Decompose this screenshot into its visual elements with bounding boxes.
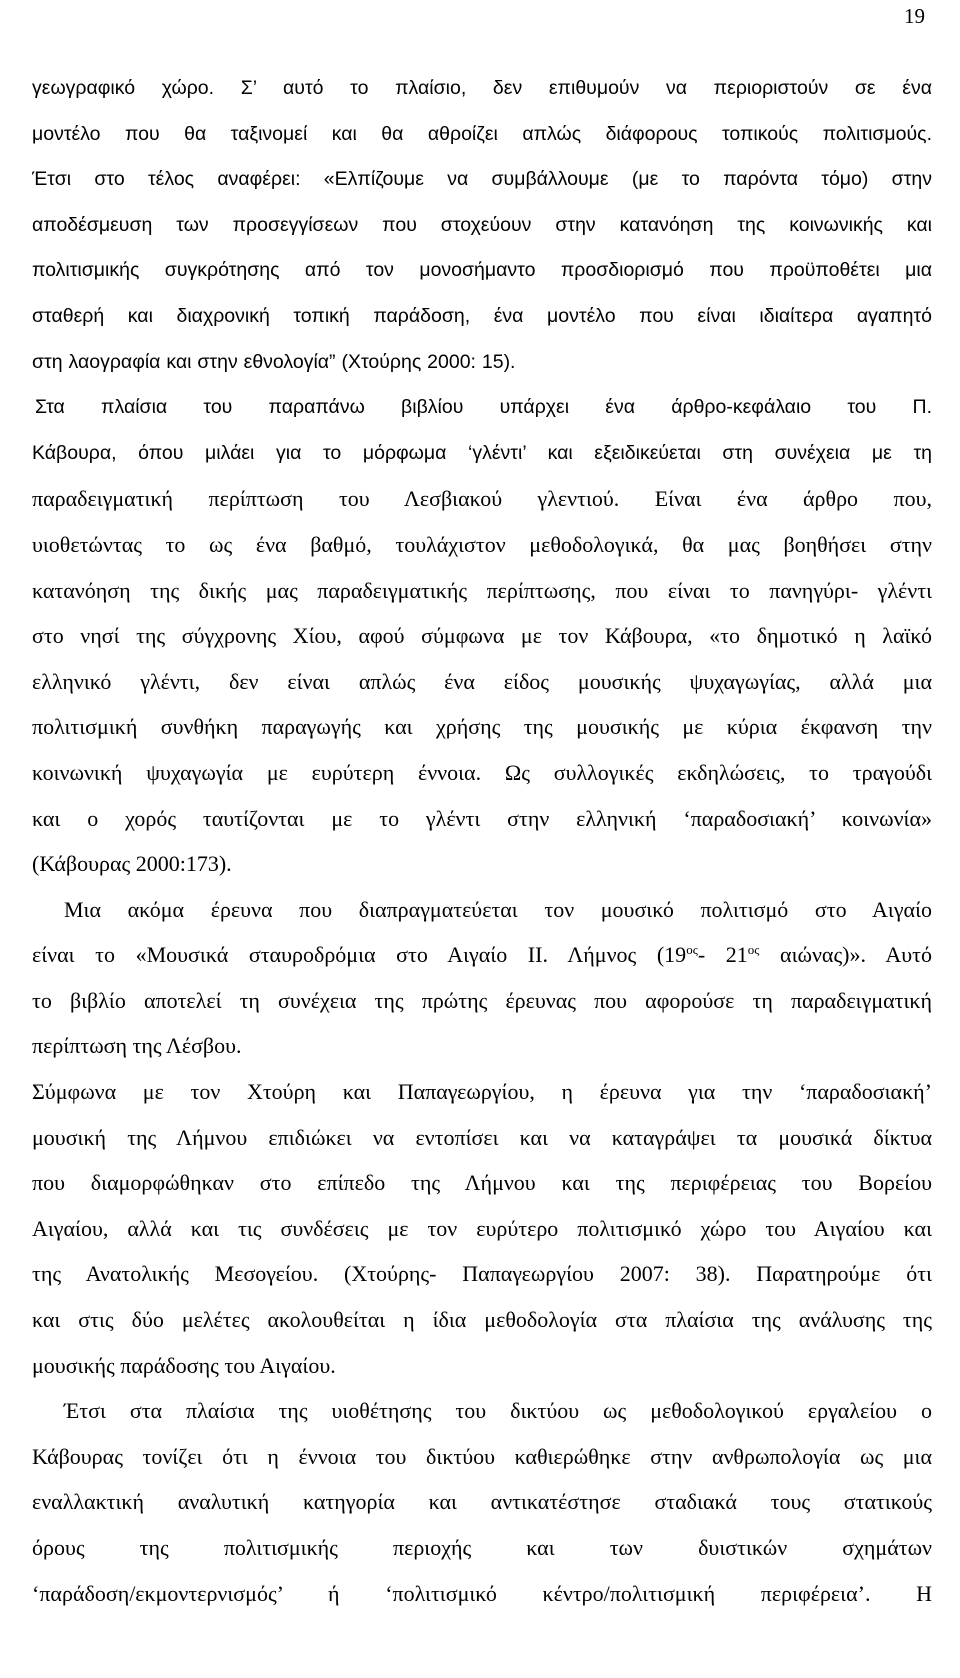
- text-line: Στα πλαίσια του παραπάνω βιβλίου υπάρχει ένα άρθρο-κεφάλαιο του Π.: [35, 396, 932, 419]
- text-line: Έτσι στα πλαίσια της υιοθέτησης του δικτύου ως μεθοδολογικού εργαλείου ο: [64, 1398, 932, 1424]
- text-segment: είναι το «Μουσικά σταυροδρόμια στο Αιγαίο ΙΙ. Λήμνος (19: [32, 942, 687, 968]
- text-line: της Ανατολικής Μεσογείου. (Χτούρης- Παπαγεωργίου 2007: 38). Παρατηρούμε ότι: [32, 1261, 932, 1287]
- text-line: και στις δύο μελέτες ακολουθείται η ίδια μεθοδολογία στα πλαίσια της ανάλυσης της: [32, 1307, 932, 1333]
- text-segment: αιώνας)». Αυτό: [759, 942, 932, 968]
- text-line: υιοθετώντας το ως ένα βαθμό, τουλάχιστον μεθοδολογικά, θα μας βοηθήσει στην: [32, 531, 932, 557]
- text-line: σταθερή και διαχρονική τοπική παράδοση, ένα μοντέλο που είναι ιδιαίτερα αγαπητό: [32, 304, 932, 327]
- text-line: Κάβουρα, όπου μιλάει για το μόρφωμα ‘γλέντι’ και εξειδικεύεται στη συνέχεια με τη: [32, 441, 932, 464]
- text-line: πολιτισμικής συγκρότησης από τον μονοσήμαντο προσδιορισμό που προϋποθέτει μια: [32, 259, 932, 282]
- text-line: κατανόηση της δικής μας παραδειγματικής περίπτωσης, που είναι το πανηγύρι- γλέντι: [32, 577, 932, 603]
- page-number: 19: [904, 4, 925, 28]
- text-line: μοντέλο που θα ταξινομεί και θα αθροίζει απλώς διάφορους τοπικούς πολιτισμούς.: [32, 122, 932, 145]
- text-line: στο νησί της σύγχρονης Χίου, αφού σύμφωνα με τον Κάβουρα, «το δημοτικό η λαϊκό: [32, 623, 932, 649]
- text-line: μουσική της Λήμνου επιδιώκει να εντοπίσει και να καταγράψει τα μουσικά δίκτυα: [32, 1124, 932, 1150]
- text-line: πολιτισμική συνθήκη παραγωγής και χρήσης της μουσικής με κύρια έκφανση την: [32, 714, 932, 740]
- text-line: Έτσι στο τέλος αναφέρει: «Ελπίζουμε να συμβάλλουμε (με το παρόντα τόμο) στην: [32, 168, 932, 191]
- ordinal-superscript: ος: [686, 942, 698, 958]
- text-line: όρους της πολιτισμικής περιοχής και των δυιστικών σχημάτων: [32, 1535, 932, 1560]
- text-line: που διαμορφώθηκαν στο επίπεδο της Λήμνου και της περιφέρειας του Βορείου: [32, 1170, 932, 1196]
- text-line: εναλλακτική αναλυτική κατηγορία και αντικατέστησε σταδιακά τους στατικούς: [32, 1489, 932, 1515]
- text-line: (Κάβουρας 2000:173).: [32, 851, 232, 877]
- text-line: το βιβλίο αποτελεί τη συνέχεια της πρώτης έρευνας που αφορούσε τη παραδειγματική: [32, 987, 932, 1013]
- text-line: Αιγαίου, αλλά και τις συνδέσεις με τον ευρύτερο πολιτισμικό χώρο του Αιγαίου και: [32, 1215, 932, 1241]
- ordinal-superscript: ος: [747, 942, 760, 958]
- text-line: παραδειγματική περίπτωση του Λεσβιακού γλεντιού. Είναι ένα άρθρο που,: [32, 486, 932, 512]
- text-line: Μια ακόμα έρευνα που διαπραγματεύεται τον μουσικό πολιτισμό στο Αιγαίο: [64, 896, 932, 922]
- text-line: ‘παράδοση/εκμοντερνισμός’ ή ‘πολιτισμικό κέντρο/πολιτισμική περιφέρεια’. Η: [32, 1580, 932, 1606]
- text-line: Σύμφωνα με τον Χτούρη και Παπαγεωργίου, η έρευνα για την ‘παραδοσιακή’: [32, 1079, 932, 1105]
- text-line: μουσικής παράδοσης του Αιγαίου.: [32, 1352, 336, 1378]
- text-line-with-superscripts: [32, 932, 932, 978]
- text-line: κοινωνική ψυχαγωγία με ευρύτερη έννοια. Ως συλλογικές εκδηλώσεις, το τραγούδι: [32, 759, 932, 785]
- text-segment: - 21: [697, 942, 748, 968]
- text-line: ελληνικό γλέντι, δεν είναι απλώς ένα είδος μουσικής ψυχαγωγίας, αλλά μια: [32, 668, 932, 694]
- text-line: Κάβουρας τονίζει ότι η έννοια του δικτύου καθιερώθηκε στην ανθρωπολογία ως μια: [32, 1443, 932, 1469]
- text-line: και ο χορός ταυτίζονται με το γλέντι στην ελληνική ‘παραδοσιακή’ κοινωνία»: [32, 805, 932, 831]
- text-line: περίπτωση της Λέσβου.: [32, 1033, 242, 1059]
- text-line: στη λαογραφία και στην εθνολογία” (Χτούρης 2000: 15).: [32, 350, 516, 373]
- text-line: αποδέσμευση των προσεγγίσεων που στοχεύουν στην κατανόηση της κοινωνικής και: [32, 213, 932, 236]
- text-line: γεωγραφικό χώρο. Σ’ αυτό το πλαίσιο, δεν επιθυμούν να περιοριστούν σε ένα: [32, 77, 932, 99]
- body-text: [32, 66, 932, 1616]
